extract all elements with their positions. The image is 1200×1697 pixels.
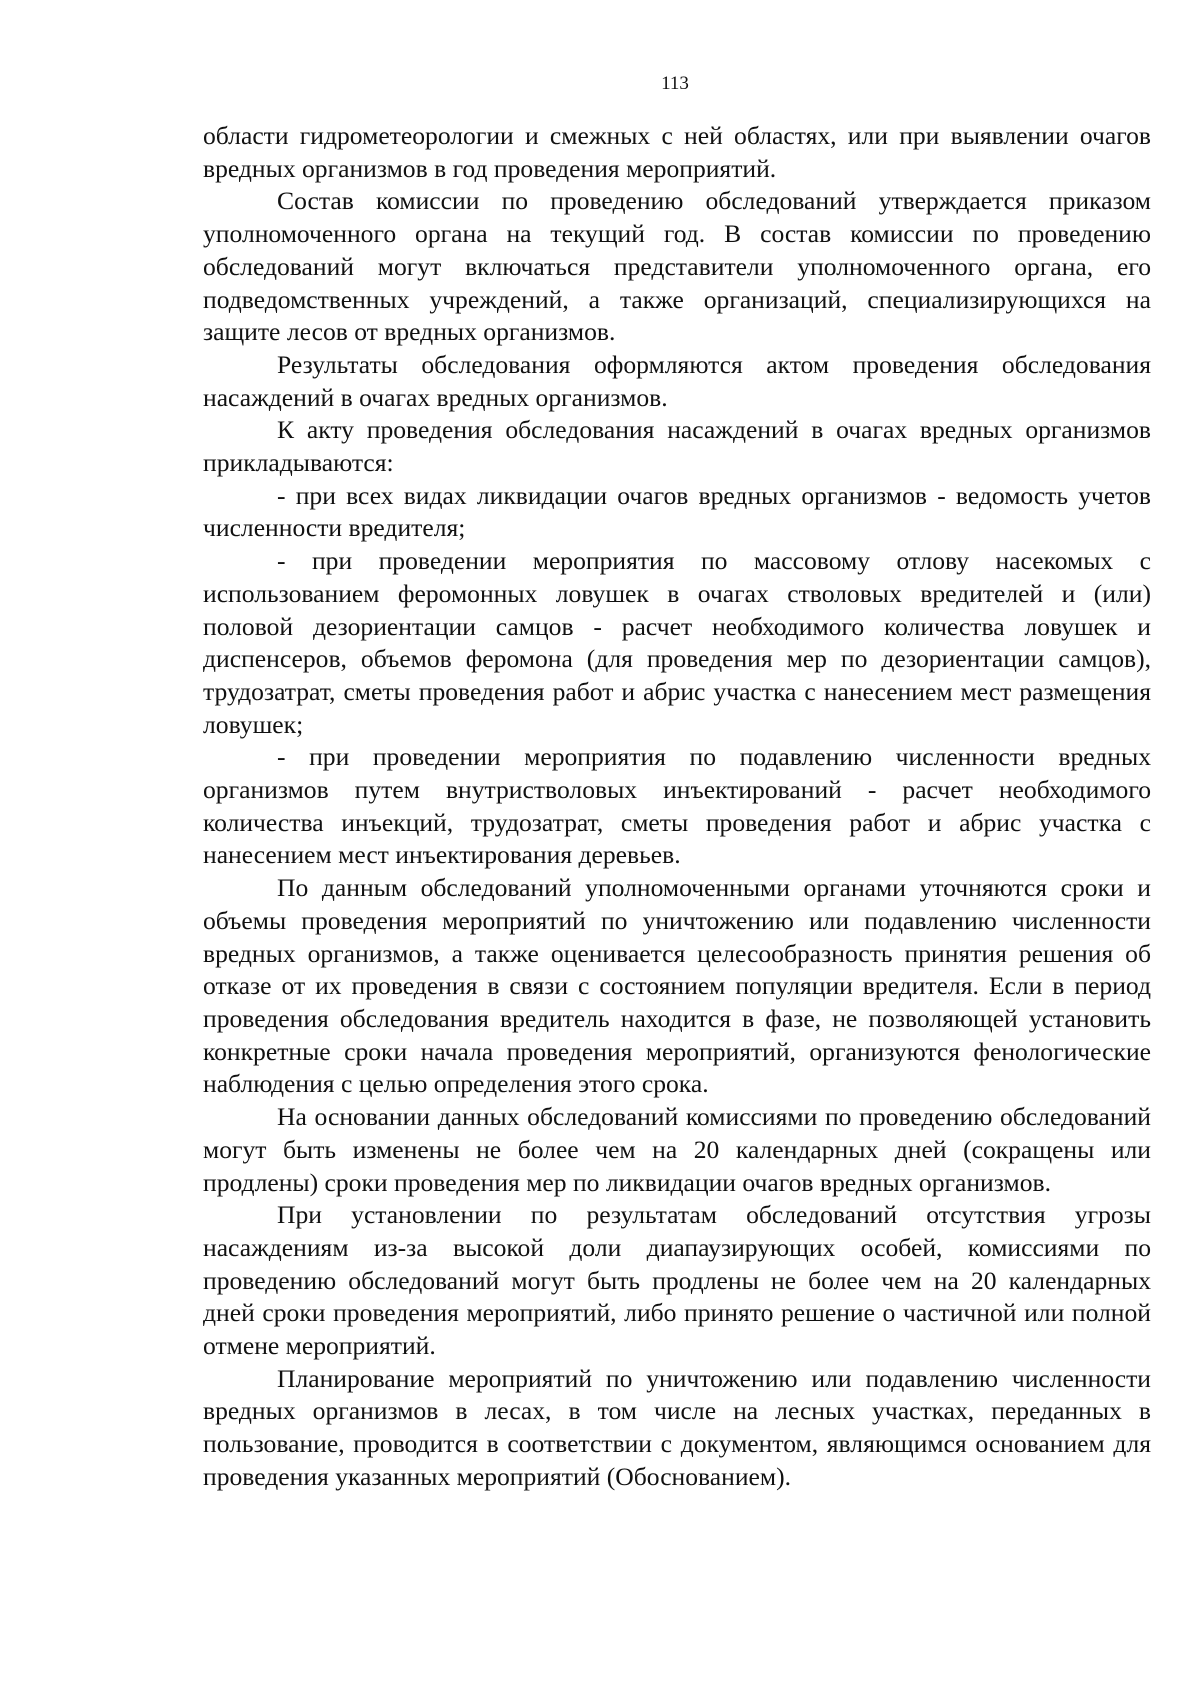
list-item-pest-count: - при всех видах ликвидации очагов вредных организмов - ведомость учетов численности вредителя; bbox=[203, 480, 1151, 543]
paragraph-survey-results: Результаты обследования оформляются актом проведения обследования насаждений в очагах вредных организмов. bbox=[203, 349, 1151, 412]
paragraph-date-changes: На основании данных обследований комиссиями по проведению обследований могут быть изменены не более чем на 20 календарных дней (сокращены или продлены) сроки проведения мер по ликвидации очагов вредных организмов. bbox=[203, 1102, 1151, 1197]
paragraph-continuation: области гидрометеорологии и смежных с ней областях, или при выявлении очагов вредных организмов в год проведения мероприятий. bbox=[203, 121, 1151, 183]
paragraph-threat-absence: При установлении по результатам обследований отсутствия угрозы насаждениям из-за высокой доли диапаузирующих особей, комиссиями по проведению обследований могут быть продлены не более чем на 20 календарных дней сроки проведения мероприятий, либо принято решение о частичной или полной отмене мероприятий. bbox=[203, 1200, 1151, 1361]
paragraph-survey-data: По данным обследований уполномоченными органами уточняются сроки и объемы проведения мероприятий по уничтожению или подавлению численности вредных организмов, а также оценивается целесообразность принятия решения об отказе от их проведения в связи с состоянием популяции вредителя. Если в период проведения обследования вредитель находится в фазе, не позволяющей установить конкретные сроки начала проведения мероприятий, организуются фенологические наблюдения с целью определения этого срока. bbox=[203, 873, 1151, 1099]
paragraph-commission-composition: Состав комиссии по проведению обследований утверждается приказом уполномоченного органа на текущий год. В состав комиссии по проведению обследований могут включаться представители уполномоченного органа, его подведомственных учреждений, а также организаций, специализирующихся на защите лесов от вредных организмов. bbox=[203, 186, 1151, 347]
paragraph-planning: Планирование мероприятий по уничтожению или подавлению численности вредных организмов в лесах, в том числе на лесных участках, переданных в пользование, проводится в соответствии с документом, являющимся основанием для проведения указанных мероприятий (Обоснованием). bbox=[203, 1363, 1151, 1491]
document-body bbox=[203, 120, 1151, 1494]
list-item-pheromone-traps: - при проведении мероприятия по массовому отлову насекомых с использованием феромонных ловушек в очагах стволовых вредителей и (или) половой дезориентации самцов - расчет необходимого количества ловушек и диспенсеров, объемов феромона (для проведения мер по дезориентации самцов), трудозатрат, сметы проведения работ и абрис участка с нанесением мест размещения ловушек; bbox=[203, 546, 1151, 739]
list-item-injections: - при проведении мероприятия по подавлению численности вредных организмов путем внутристволовых инъектирований - расчет необходимого количества инъекций, трудозатрат, сметы проведения работ и абрис участка с нанесением мест инъектирования деревьев. bbox=[203, 742, 1151, 870]
page-number: 113 bbox=[661, 73, 689, 94]
paragraph-act-attachments: К акту проведения обследования насаждений в очагах вредных организмов прикладываются: bbox=[203, 415, 1151, 478]
